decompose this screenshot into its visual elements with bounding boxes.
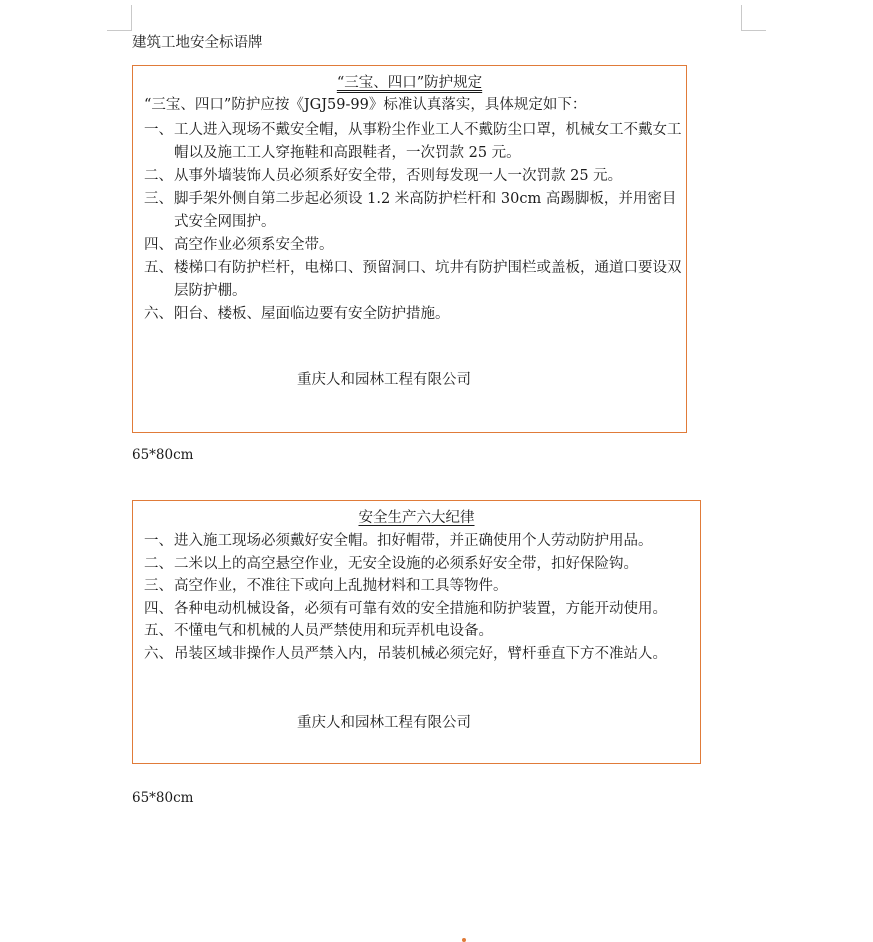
sign-heading-text: “三宝、四口”防护规定	[336, 75, 483, 91]
rule-number: 五、	[144, 623, 173, 639]
rule-item	[144, 598, 704, 621]
rule-text: 不懂电气和机械的人员严禁使用和玩弄机电设备。	[174, 623, 493, 639]
rule-text: 高空作业必须系安全带。	[174, 237, 334, 253]
rule-number: 六、	[144, 306, 173, 322]
sign-box-protection-rules	[132, 65, 687, 433]
rule-text: 二米以上的高空悬空作业，无安全设施的必须系好安全带，扣好保险钩。	[174, 555, 638, 572]
rule-text: 高空作业，不准往下或向上乱抛材料和工具等物件。	[174, 578, 508, 594]
rule-item	[144, 620, 704, 643]
sign-heading	[133, 73, 686, 93]
sign-size-note: 65*80cm	[132, 447, 194, 463]
crop-mark-top-left-horizontal	[107, 30, 132, 31]
company-name: 重庆人和园林工程有限公司	[297, 715, 471, 731]
rule-item	[144, 303, 684, 326]
rule-number: 二、	[144, 555, 173, 572]
rule-text: 吊装区域非操作人员严禁入内，吊装机械必须完好，臂杆垂直下方不准站人。	[174, 645, 667, 662]
crop-mark-top-right-horizontal	[741, 30, 766, 31]
sign-size-note: 65*80cm	[132, 790, 194, 806]
rule-list	[144, 530, 704, 665]
rule-number: 四、	[144, 237, 173, 253]
rule-item	[144, 165, 684, 188]
rule-text: 脚手架外侧自第二步起必须设 1.2 米高防护栏杆和 30cm 高踢脚板，并用密目式安全网围护。	[174, 191, 677, 230]
rule-item	[144, 234, 684, 257]
rule-item	[144, 188, 684, 234]
crop-mark-top-left-vertical	[131, 5, 132, 31]
rule-item	[144, 119, 684, 165]
rule-number: 一、	[144, 533, 173, 549]
rule-item	[144, 530, 704, 553]
rule-number: 三、	[144, 578, 173, 594]
sign-heading	[133, 508, 700, 528]
page-marker-dot	[462, 938, 466, 942]
rule-text: 楼梯口有防护栏杆，电梯口、预留洞口、坑井有防护围栏或盖板，通道口要设双层防护棚。	[174, 260, 682, 299]
rule-text: 从事外墙装饰人员必须系好安全带，否则每发现一人一次罚款 25 元。	[174, 168, 623, 184]
rule-number: 五、	[144, 260, 173, 276]
rule-text: 工人进入现场不戴安全帽，从事粉尘作业工人不戴防尘口罩，机械女工不戴女工帽以及施工工人穿拖鞋和高跟鞋者，一次罚款 25 元。	[174, 122, 682, 161]
sign-heading-text: 安全生产六大纪律	[358, 510, 475, 526]
rule-number: 四、	[144, 600, 173, 617]
document-title: 建筑工地安全标语牌	[132, 35, 263, 51]
rule-list	[144, 119, 684, 326]
rule-item	[144, 643, 704, 666]
crop-mark-top-right-vertical	[741, 5, 742, 31]
rule-item	[144, 553, 704, 576]
company-name: 重庆人和园林工程有限公司	[297, 372, 471, 388]
rule-item	[144, 575, 704, 598]
sign-box-six-disciplines	[132, 500, 701, 764]
rule-text: 各种电动机械设备，必须有可靠有效的安全措施和防护装置，方能开动使用。	[174, 600, 667, 617]
rule-number: 六、	[144, 645, 173, 662]
sign-intro: “三宝、四口”防护应按《JGJ59-99》标准认真落实，具体规定如下：	[144, 97, 587, 113]
rule-text: 阳台、楼板、屋面临边要有安全防护措施。	[174, 306, 450, 322]
rule-text: 进入施工现场必须戴好安全帽。扣好帽带，并正确使用个人劳动防护用品。	[174, 533, 653, 549]
rule-number: 三、	[144, 191, 173, 207]
rule-number: 一、	[144, 122, 173, 138]
rule-number: 二、	[144, 168, 173, 184]
rule-item	[144, 257, 684, 303]
